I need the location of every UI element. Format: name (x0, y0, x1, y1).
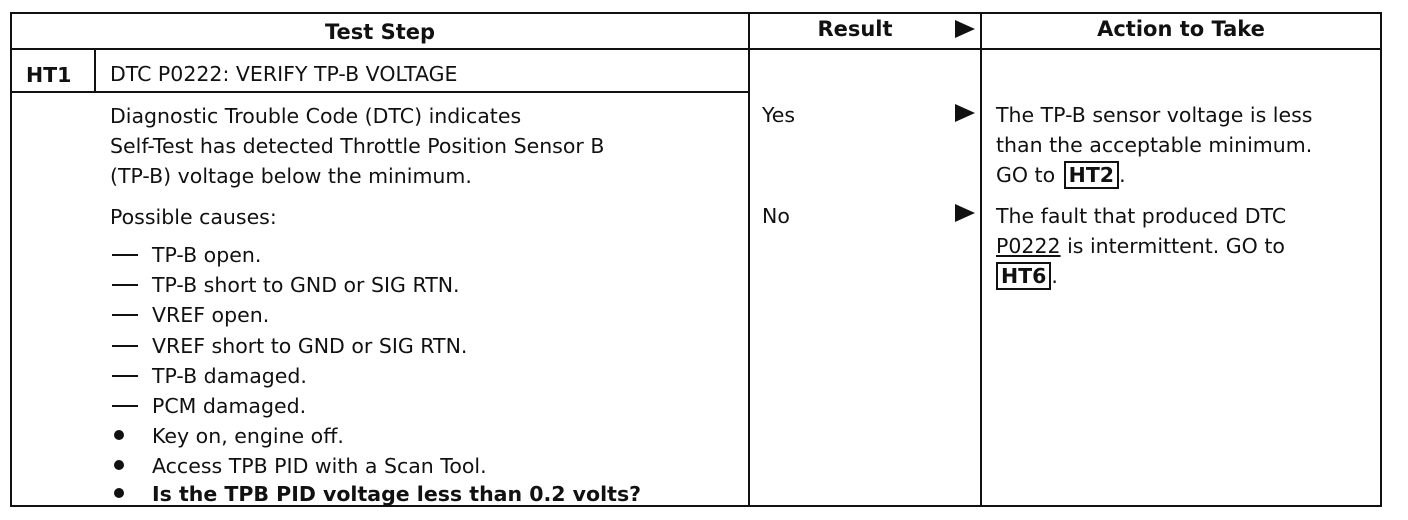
no-action-line-1: The fault that produced DTC (996, 204, 1287, 228)
result-yes: Yes (762, 103, 796, 127)
no-action-line-3: HT6 . (996, 261, 1058, 291)
bullet-icon (114, 460, 124, 470)
ht2-reference-link[interactable]: HT2 (1064, 161, 1119, 189)
header-action-to-take: Action to Take (1097, 17, 1265, 41)
possible-causes-label: Possible causes: (110, 205, 277, 229)
test-step-column-divider (748, 12, 750, 507)
header-arrow-icon (955, 20, 975, 38)
step-id: HT1 (26, 63, 72, 87)
step-id-divider (94, 48, 96, 92)
header-test-step: Test Step (324, 20, 436, 44)
dash-icon (112, 375, 138, 377)
result-column-divider (980, 12, 982, 507)
dash-icon (112, 345, 138, 347)
bullet-icon (114, 488, 124, 498)
description-line-3: (TP-B) voltage below the minimum. (110, 164, 472, 188)
question-item: Is the TPB PID voltage less than 0.2 volts? (110, 479, 641, 509)
no-action-line-2: P0222 is intermittent. GO to (996, 234, 1285, 258)
yes-arrow-icon (955, 104, 975, 122)
ht6-reference-link[interactable]: HT6 (996, 262, 1051, 290)
dtc-code: P0222 (996, 234, 1061, 258)
step-title: DTC P0222: VERIFY TP-B VOLTAGE (110, 62, 458, 86)
description-line-1: Diagnostic Trouble Code (DTC) indicates (110, 104, 522, 128)
dash-icon (112, 254, 138, 256)
description-line-2: Self-Test has detected Throttle Position Sensor B (110, 134, 605, 158)
dash-icon (112, 405, 138, 407)
header-result: Result (817, 17, 893, 41)
step-title-rule (10, 91, 748, 93)
dash-icon (112, 314, 138, 316)
header-bottom-rule (10, 48, 1382, 50)
yes-action-line-1: The TP-B sensor voltage is less (996, 103, 1313, 127)
result-no: No (762, 204, 790, 228)
yes-action-line-2: than the acceptable minimum. (996, 133, 1313, 157)
cause-item: TP-B damaged. (112, 361, 307, 391)
no-arrow-icon (955, 204, 975, 222)
table-right-border (1380, 12, 1382, 507)
cause-item: TP-B short to GND or SIG RTN. (112, 270, 460, 300)
cause-item: TP-B open. (112, 240, 261, 270)
dash-icon (112, 284, 138, 286)
yes-action-line-3: GO to HT2 . (996, 163, 1126, 187)
table-left-border (10, 12, 12, 507)
cause-item: VREF short to GND or SIG RTN. (112, 331, 467, 361)
cause-item: PCM damaged. (112, 391, 306, 421)
bullet-icon (114, 430, 124, 440)
bullet-item: Key on, engine off. (110, 421, 344, 451)
bullet-item: Access TPB PID with a Scan Tool. (110, 451, 487, 481)
cause-item: VREF open. (112, 300, 269, 330)
